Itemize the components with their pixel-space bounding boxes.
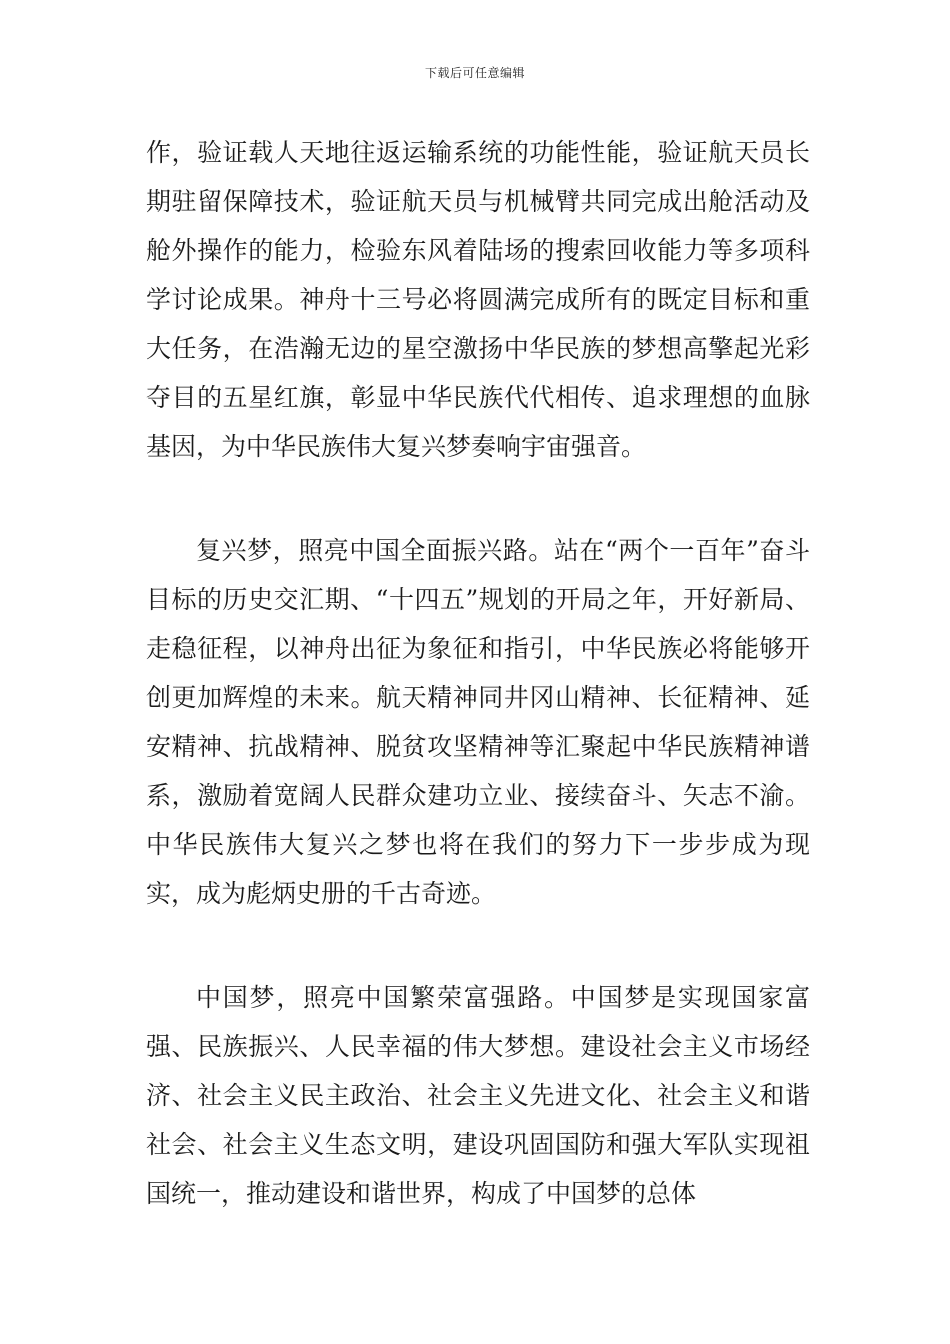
paragraph-3 [146,973,810,1218]
page-header-note: 下载后可任意编辑 [424,66,525,80]
paragraph-2-text: 复兴梦，照亮中国全面振兴路。站在“两个一百年”奋斗目标的历史交汇期、“十四五”规划的开局之年，开好新局、走稳征程，以神舟出征为象征和指引，中华民族必将能够开创更加辉煌的未来。航天精神同井冈山精神、长征精神、延安精神、抗战精神、脱贫攻坚精神等汇聚起中华民族精神谱系，激励着宽阔人民群众建功立业、接续奋斗、矢志不渝。中华民族伟大复兴之梦也将在我们的努力下一步步成为现实，成为彪炳史册的千古奇迹。 [146,536,810,908]
paragraph-2 [146,526,810,918]
paragraph-3-text: 中国梦，照亮中国繁荣富强路。中国梦是实现国家富强、民族振兴、人民幸福的伟大梦想。建设社会主义市场经济、社会主义民主政治、社会主义先进文化、社会主义和谐社会、社会主义生态文明，建设巩固国防和强大军队实现祖国统一，推动建设和谐世界，构成了中国梦的总体 [146,983,810,1208]
paragraph-1 [146,128,810,471]
paragraph-1-text: 作，验证载人天地往返运输系统的功能性能，验证航天员长期驻留保障技术，验证航天员与机械臂共同完成出舱活动及舱外操作的能力，检验东风着陆场的搜索回收能力等多项科学讨论成果。神舟十三号必将圆满完成所有的既定目标和重大任务，在浩瀚无边的星空激扬中华民族的梦想高擎起光彩夺目的五星红旗，彰显中华民族代代相传、追求理想的血脉基因，为中华民族伟大复兴梦奏响宇宙强音。 [146,138,810,461]
